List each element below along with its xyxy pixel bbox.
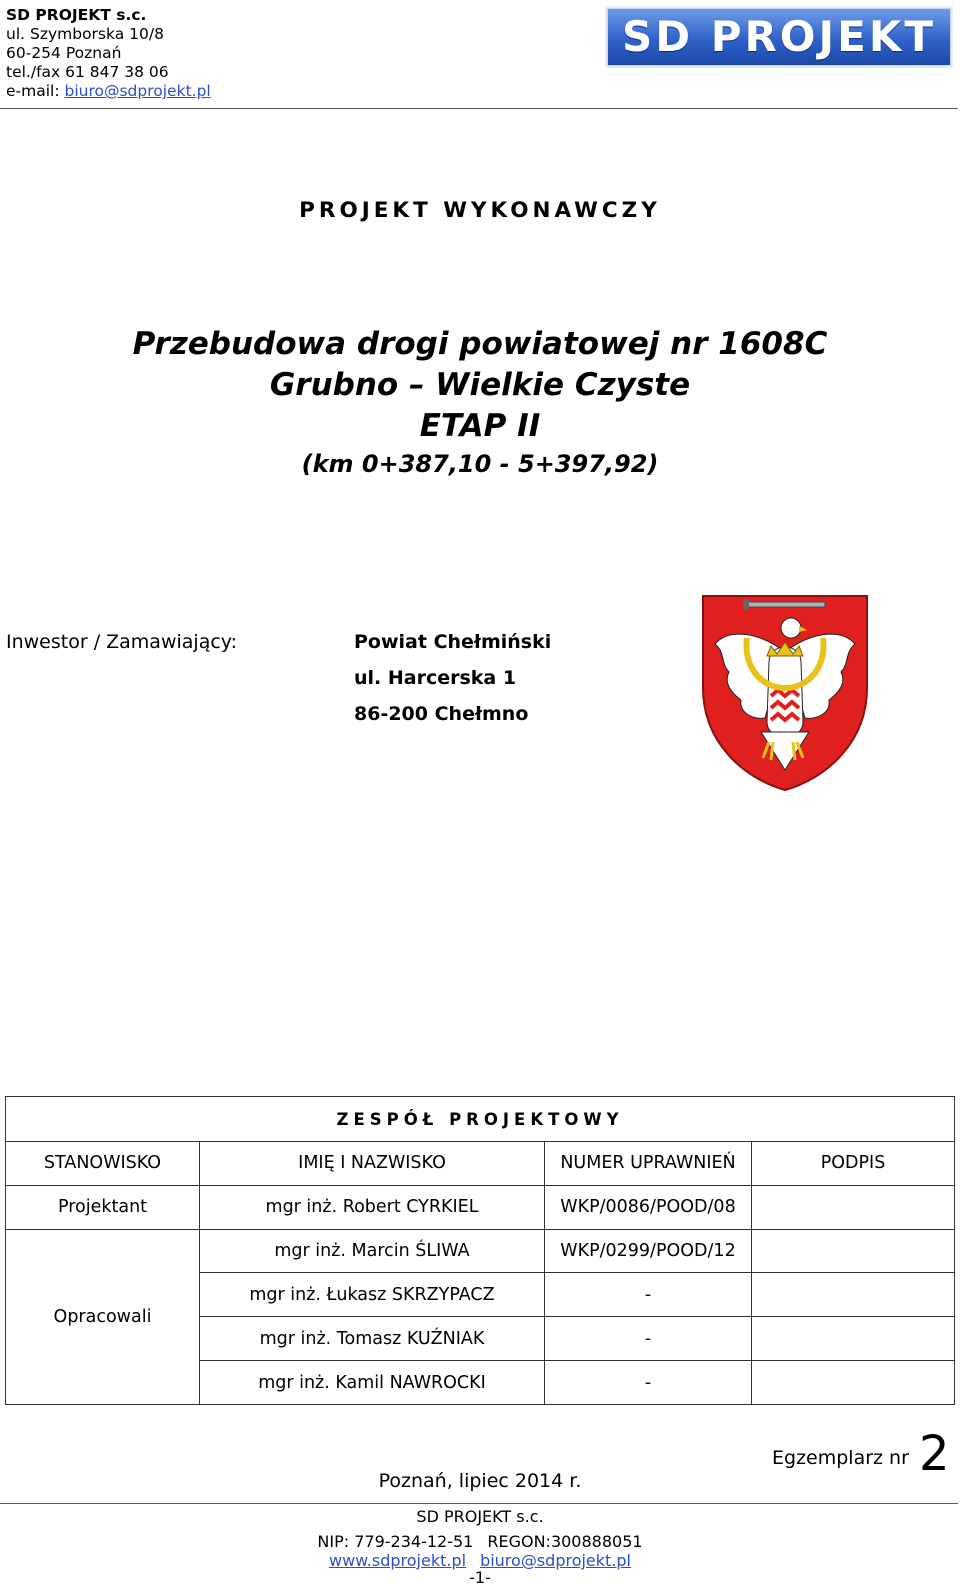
footer-nip: NIP: 779-234-12-51 [317,1532,474,1551]
signature-cell [752,1185,955,1229]
member-license: - [545,1317,752,1361]
header-license: NUMER UPRAWNIEŃ [545,1142,752,1186]
member-name: mgr inż. Tomasz KUŹNIAK [200,1317,545,1361]
project-title-line4: (km 0+387,10 - 5+397,92) [301,450,659,478]
company-address-block [6,6,211,101]
header-signature: PODPIS [752,1142,955,1186]
member-license: - [545,1361,752,1405]
team-title-row [6,1097,955,1142]
signature-cell [752,1229,955,1273]
footer-email-link[interactable]: biuro@sdprojekt.pl [480,1551,631,1570]
member-name: mgr inż. Kamil NAWROCKI [200,1361,545,1405]
member-license: WKP/0299/POOD/12 [545,1229,752,1273]
company-phone: tel./fax 61 847 38 06 [6,63,169,81]
member-license: - [545,1273,752,1317]
signature-cell [752,1317,955,1361]
copy-label: Egzemplarz nr [772,1447,909,1469]
designer-role: Projektant [6,1185,200,1229]
header-name: IMIĘ I NAZWISKO [200,1142,545,1186]
header-email-link[interactable]: biuro@sdprojekt.pl [64,82,211,100]
coat-of-arms-icon [699,592,871,792]
project-title-line2: Grubno – Wielkie Czyste [269,367,691,403]
team-title: ZESPÓŁ PROJEKTOWY [6,1097,955,1142]
page-number: -1- [469,1568,491,1587]
copy-number-value: 2 [918,1426,950,1482]
investor-city: 86-200 Chełmno [354,703,529,725]
investor-name: Powiat Chełmiński [354,631,552,653]
prepared-role: Opracowali [6,1229,200,1404]
company-street: ul. Szymborska 10/8 [6,25,164,43]
company-name: SD PROJEKT s.c. [6,6,147,24]
design-team-table [5,1096,955,1405]
footer-website-link[interactable]: www.sdprojekt.pl [329,1551,467,1570]
footer-regon: REGON:300888051 [487,1532,643,1551]
footer-divider [0,1503,958,1504]
investor-label: Inwestor / Zamawiający: [6,631,238,653]
project-title-line3: ETAP II [419,408,541,444]
designer-name: mgr inż. Robert CYRKIEL [200,1185,545,1229]
company-email-line [6,82,211,101]
member-name: mgr inż. Marcin ŚLIWA [200,1229,545,1273]
email-label: e-mail: [6,82,60,100]
table-row [6,1229,955,1273]
company-city: 60-254 Poznań [6,44,122,62]
table-row [6,1185,955,1229]
designer-license: WKP/0086/POOD/08 [545,1185,752,1229]
signature-cell [752,1361,955,1405]
project-title-line1: Przebudowa drogi powiatowej nr 1608C [132,326,828,362]
document-type: PROJEKT WYKONAWCZY [299,198,661,223]
footer-ids [0,1532,960,1551]
header-divider [0,108,958,109]
sd-projekt-logo: SD PROJEKT [607,8,951,66]
investor-street: ul. Harcerska 1 [354,667,517,689]
footer-company: SD PROJEKT s.c. [416,1507,544,1526]
signature-cell [752,1273,955,1317]
member-name: mgr inż. Łukasz SKRZYPACZ [200,1273,545,1317]
place-date: Poznań, lipiec 2014 r. [378,1470,582,1492]
team-header-row [6,1142,955,1186]
header-position: STANOWISKO [6,1142,200,1186]
